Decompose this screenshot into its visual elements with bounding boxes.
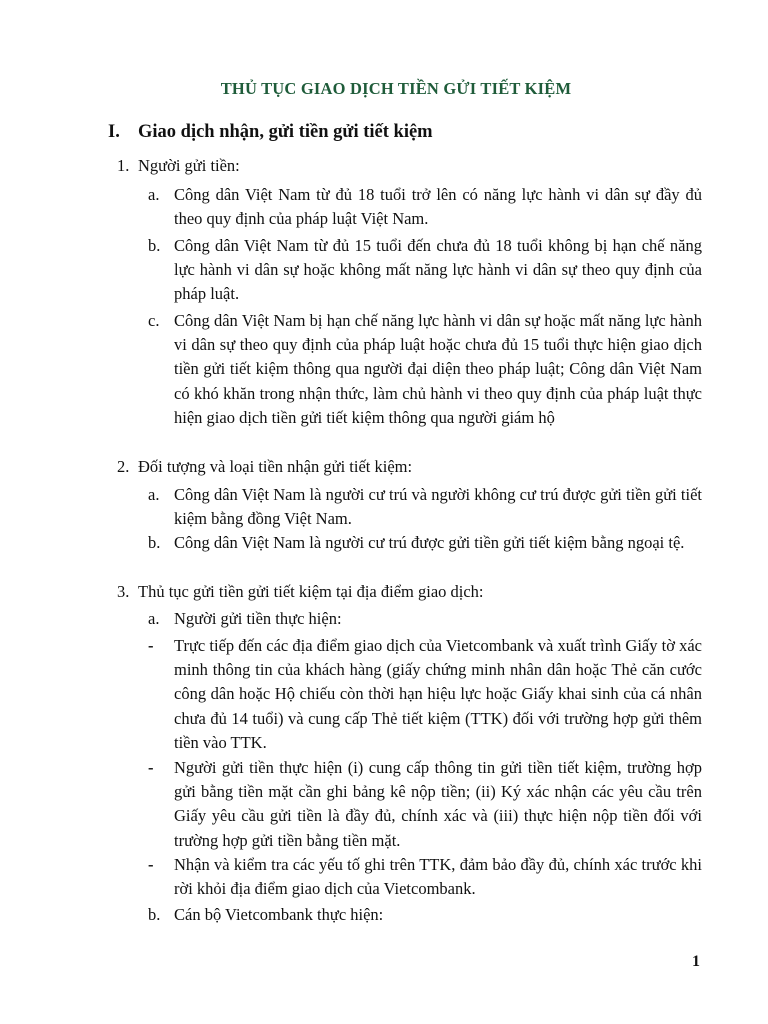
- bullet-3-text: Nhận và kiểm tra các yếu tố ghi trên TTK, đảm bảo đầy đủ, chính xác trước khi rời khỏi địa điểm giao dịch của Vietcombank.: [174, 855, 702, 899]
- item-3b-marker: b.: [148, 905, 161, 924]
- page-number: 1: [692, 953, 700, 970]
- item-1-number: 1.: [117, 156, 130, 175]
- bullet-1-marker: -: [148, 636, 154, 655]
- bullet-2-text: Người gửi tiền thực hiện (i) cung cấp thông tin gửi tiền tiết kiệm, trường hợp gửi bằng tiền mặt cần ghi bảng kê nộp tiền; (ii) Ký xác nhận các yêu cầu trên Giấy yêu cầu gửi tiền là đầy đủ, chính xác và (iii) thực hiện nộp tiền đối với trường hợp gửi tiền bằng tiền mặt.: [174, 758, 702, 850]
- section-heading-text: Giao dịch nhận, gửi tiền gửi tiết kiệm: [138, 122, 433, 142]
- document-title: THỦ TỤC GIAO DỊCH TIỀN GỬI TIẾT KIỆM: [220, 79, 572, 98]
- item-2b-marker: b.: [148, 533, 161, 552]
- section-heading: [108, 122, 433, 143]
- item-2a-text: Công dân Việt Nam là người cư trú và người không cư trú được gửi tiền gửi tiết kiệm bằng đồng Việt Nam.: [174, 485, 702, 529]
- item-1c-marker: c.: [148, 311, 160, 330]
- item-1a-text: Công dân Việt Nam từ đủ 18 tuổi trở lên có năng lực hành vi dân sự đầy đủ theo quy định của pháp luật Việt Nam.: [174, 185, 702, 229]
- item-3a-text: Người gửi tiền thực hiện:: [174, 609, 342, 628]
- item-1a-marker: a.: [148, 185, 160, 204]
- item-2-label: Đối tượng và loại tiền nhận gửi tiết kiệm:: [138, 457, 413, 476]
- bullet-3-marker: -: [148, 855, 154, 874]
- item-3a-marker: a.: [148, 609, 160, 628]
- item-1b-text: Công dân Việt Nam từ đủ 15 tuổi đến chưa đủ 18 tuổi không bị hạn chế năng lực hành vi dân sự hoặc không mất năng lực hành vi dân sự theo quy định của pháp luật.: [174, 236, 702, 304]
- item-1-label: Người gửi tiền:: [138, 156, 240, 175]
- item-1c-text: Công dân Việt Nam bị hạn chế năng lực hành vi dân sự hoặc mất năng lực hành vi dân sự theo quy định của pháp luật hoặc chưa đủ 15 tuổi thực hiện giao dịch tiền gửi tiết kiệm thông qua người đại diện theo pháp luật; Công dân Việt Nam có khó khăn trong nhận thức, làm chủ hành vi theo quy định của pháp luật thực hiện giao dịch tiền gửi tiết kiệm thông qua người giám hộ: [174, 311, 702, 427]
- item-3-number: 3.: [117, 582, 130, 601]
- item-2a-marker: a.: [148, 485, 160, 504]
- bullet-1-text: Trực tiếp đến các địa điểm giao dịch của Vietcombank và xuất trình Giấy tờ xác minh thông tin của khách hàng (giấy chứng minh nhân dân hoặc Thẻ căn cước công dân hoặc Hộ chiếu còn thời hạn hiệu lực hoặc Giấy khai sinh của cá nhân chưa đủ 14 tuổi) và cung cấp Thẻ tiết kiệm (TTK) đối với trường hợp gửi thêm tiền vào TTK.: [174, 636, 702, 752]
- item-3-label: Thủ tục gửi tiền gửi tiết kiệm tại địa điểm giao dịch:: [138, 582, 484, 601]
- item-2-number: 2.: [117, 457, 130, 476]
- section-number: I.: [108, 122, 120, 142]
- item-2b-text: Công dân Việt Nam là người cư trú được gửi tiền gửi tiết kiệm bằng ngoại tệ.: [174, 533, 685, 552]
- item-3b-text: Cán bộ Vietcombank thực hiện:: [174, 905, 384, 924]
- bullet-2-marker: -: [148, 758, 154, 777]
- item-1b-marker: b.: [148, 236, 161, 255]
